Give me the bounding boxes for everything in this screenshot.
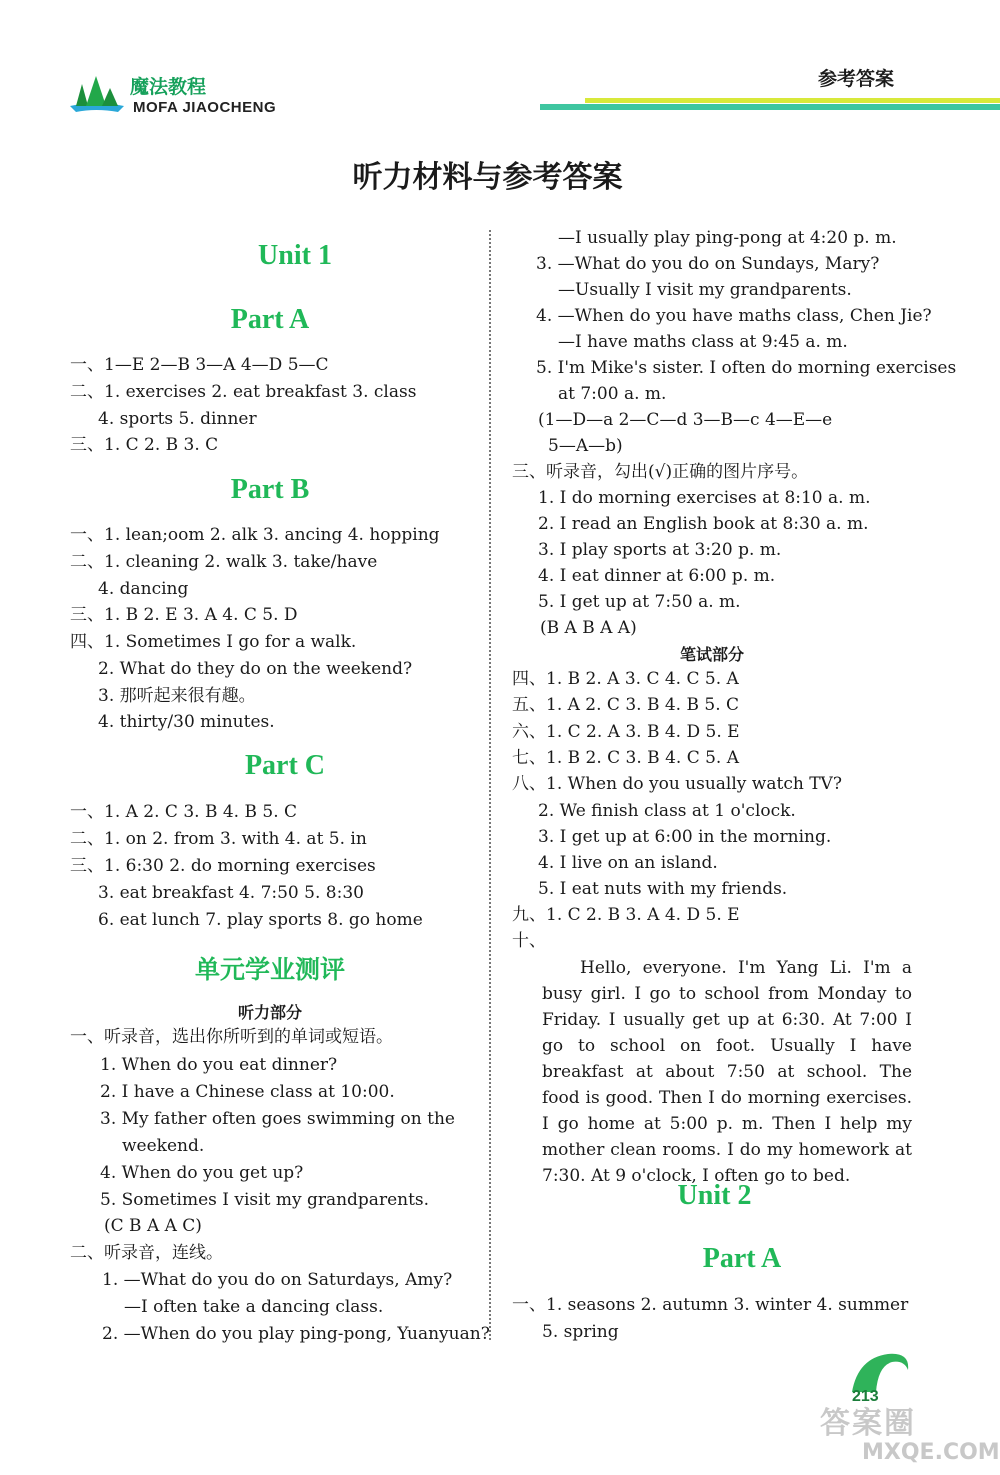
subsection-heading: 听力部分	[237, 1003, 302, 1022]
question-line: 5. Sometimes I visit my grandparents.	[100, 1190, 430, 1210]
question-line: 1. I do morning exercises at 8:10 a. m.	[538, 488, 871, 508]
header-rule-teal	[540, 104, 1000, 110]
answer-line: 6. eat lunch 7. play sports 8. go home	[98, 910, 423, 930]
answer-line: 八、1. When do you usually watch TV?	[512, 774, 842, 794]
answer-line: 2. What do they do on the weekend?	[98, 659, 413, 679]
logo-english: MOFA JIAOCHENG	[133, 99, 277, 116]
question-line: —I often take a dancing class.	[124, 1297, 384, 1317]
answer-line: 三、1. 6:30 2. do morning exercises	[70, 856, 376, 876]
part-heading: Part A	[230, 304, 310, 335]
question-line: at 7:00 a. m.	[558, 384, 667, 404]
page-number: 213	[852, 1388, 879, 1405]
part-heading: Part A	[702, 1243, 782, 1274]
answer-line: 5. I eat nuts with my friends.	[538, 879, 788, 899]
question-line: 3. I play sports at 3:20 p. m.	[538, 540, 782, 560]
question-line: 4. —When do you have maths class, Chen Jie?	[536, 306, 932, 326]
answer-line: 一、1. seasons 2. autumn 3. winter 4. summer	[512, 1295, 909, 1315]
answer-line: 一、1. lean;oom 2. alk 3. ancing 4. hopping	[70, 525, 440, 545]
question-line: —Usually I visit my grandparents.	[558, 280, 852, 300]
answer-line: 3. eat breakfast 4. 7:50 5. 8:30	[98, 883, 364, 903]
question-line: 2. —When do you play ping-pong, Yuanyuan?	[102, 1324, 490, 1344]
logo-icon	[66, 72, 128, 118]
answer-line: 三、1. C 2. B 3. C	[70, 435, 219, 455]
part-heading: Part C	[244, 750, 326, 781]
question-line: 4. When do you get up?	[100, 1163, 304, 1183]
answer-line: 七、1. B 2. C 3. B 4. C 5. A	[512, 748, 740, 768]
answer-line: 九、1. C 2. B 3. A 4. D 5. E	[512, 905, 740, 925]
answer-line: 三、1. B 2. E 3. A 4. C 5. D	[70, 605, 298, 625]
answer-line: 六、1. C 2. A 3. B 4. D 5. E	[512, 722, 740, 742]
answer-line: 二、1. exercises 2. eat breakfast 3. class	[70, 382, 417, 402]
answer-line: 2. We finish class at 1 o'clock.	[538, 801, 796, 821]
answer-line: 四、1. B 2. A 3. C 4. C 5. A	[512, 669, 739, 689]
watermark-url: MXQE.COM	[862, 1440, 1000, 1465]
answer-line: 4. I live on an island.	[538, 853, 718, 873]
unit-heading: Unit 2	[677, 1180, 752, 1211]
question-line: —I usually play ping-pong at 4:20 p. m.	[558, 228, 897, 248]
answer-line: 一、1—E 2—B 3—A 4—D 5—C	[70, 355, 329, 375]
question-line: 3. My father often goes swimming on the	[100, 1109, 455, 1129]
subsection-heading: 笔试部分	[679, 645, 744, 664]
watermark: 答案圈	[820, 1406, 916, 1441]
question-line: 2. I read an English book at 8:30 a. m.	[538, 514, 869, 534]
answer-line: 4. thirty/30 minutes.	[98, 712, 275, 732]
question-line: 一、听录音，选出你所听到的单词或短语。	[70, 1027, 393, 1047]
logo-chinese: 魔法教程	[130, 76, 207, 98]
answer-line: 4. dancing	[98, 579, 189, 599]
answer-line: 3. I get up at 6:00 in the morning.	[538, 827, 832, 847]
part-heading: Part B	[230, 474, 310, 505]
question-line: 三、听录音，勾出(√)正确的图片序号。	[512, 462, 809, 482]
question-line: 4. I eat dinner at 6:00 p. m.	[538, 566, 776, 586]
column-divider	[489, 230, 491, 1340]
question-line: 5. I'm Mike's sister. I often do morning exercises	[536, 358, 957, 378]
answer-line: (1—D—a 2—C—d 3—B—c 4—E—e	[538, 410, 833, 430]
answer-line: 五、1. A 2. C 3. B 4. B 5. C	[512, 695, 740, 715]
question-line: 1. —What do you do on Saturdays, Amy?	[102, 1270, 453, 1290]
answer-line: (B A B A A)	[540, 618, 637, 638]
answer-line: 5. spring	[542, 1322, 619, 1342]
question-line: 2. I have a Chinese class at 10:00.	[100, 1082, 395, 1102]
question-line: 1. When do you eat dinner?	[100, 1055, 338, 1075]
question-line: 3. —What do you do on Sundays, Mary?	[536, 254, 880, 274]
question-line: 5. I get up at 7:50 a. m.	[538, 592, 741, 612]
section-heading: 单元学业测评	[194, 955, 345, 984]
answer-line: 二、1. on 2. from 3. with 4. at 5. in	[70, 829, 367, 849]
answer-line: 一、1. A 2. C 3. B 4. B 5. C	[70, 802, 298, 822]
answer-line: 3. 那听起来很有趣。	[98, 686, 256, 706]
section-label: 参考答案	[818, 68, 895, 90]
question-line: 二、听录音，连线。	[70, 1243, 223, 1263]
unit-heading: Unit 1	[258, 240, 332, 271]
passage: Hello, everyone. I'm Yang Li. I'm a busy girl. I go to school from Monday to Friday. I usually get up at 6:30. At 7:00 I go to school on foot. Usually I have breakfast at about 7:50 at school. The food is good. Then I do morning exercises. I go home at 5:00 p. m. Then I help my mother clean rooms. I do my homework at 7:30. At 9 o'clock, I often go to bed.	[542, 958, 912, 1186]
answer-line: 4. sports 5. dinner	[98, 409, 257, 429]
answer-line: 二、1. cleaning 2. walk 3. take/have	[70, 552, 378, 572]
answer-line: 十、	[512, 931, 546, 951]
answer-line: 四、1. Sometimes I go for a walk.	[70, 632, 357, 652]
page-title: 听力材料与参考答案	[352, 160, 623, 195]
question-line: —I have maths class at 9:45 a. m.	[558, 332, 848, 352]
question-line: weekend.	[122, 1136, 205, 1156]
header-rule-yellow	[585, 98, 1000, 103]
answer-line: (C B A A C)	[104, 1216, 202, 1236]
answer-line: 5—A—b)	[548, 436, 623, 456]
